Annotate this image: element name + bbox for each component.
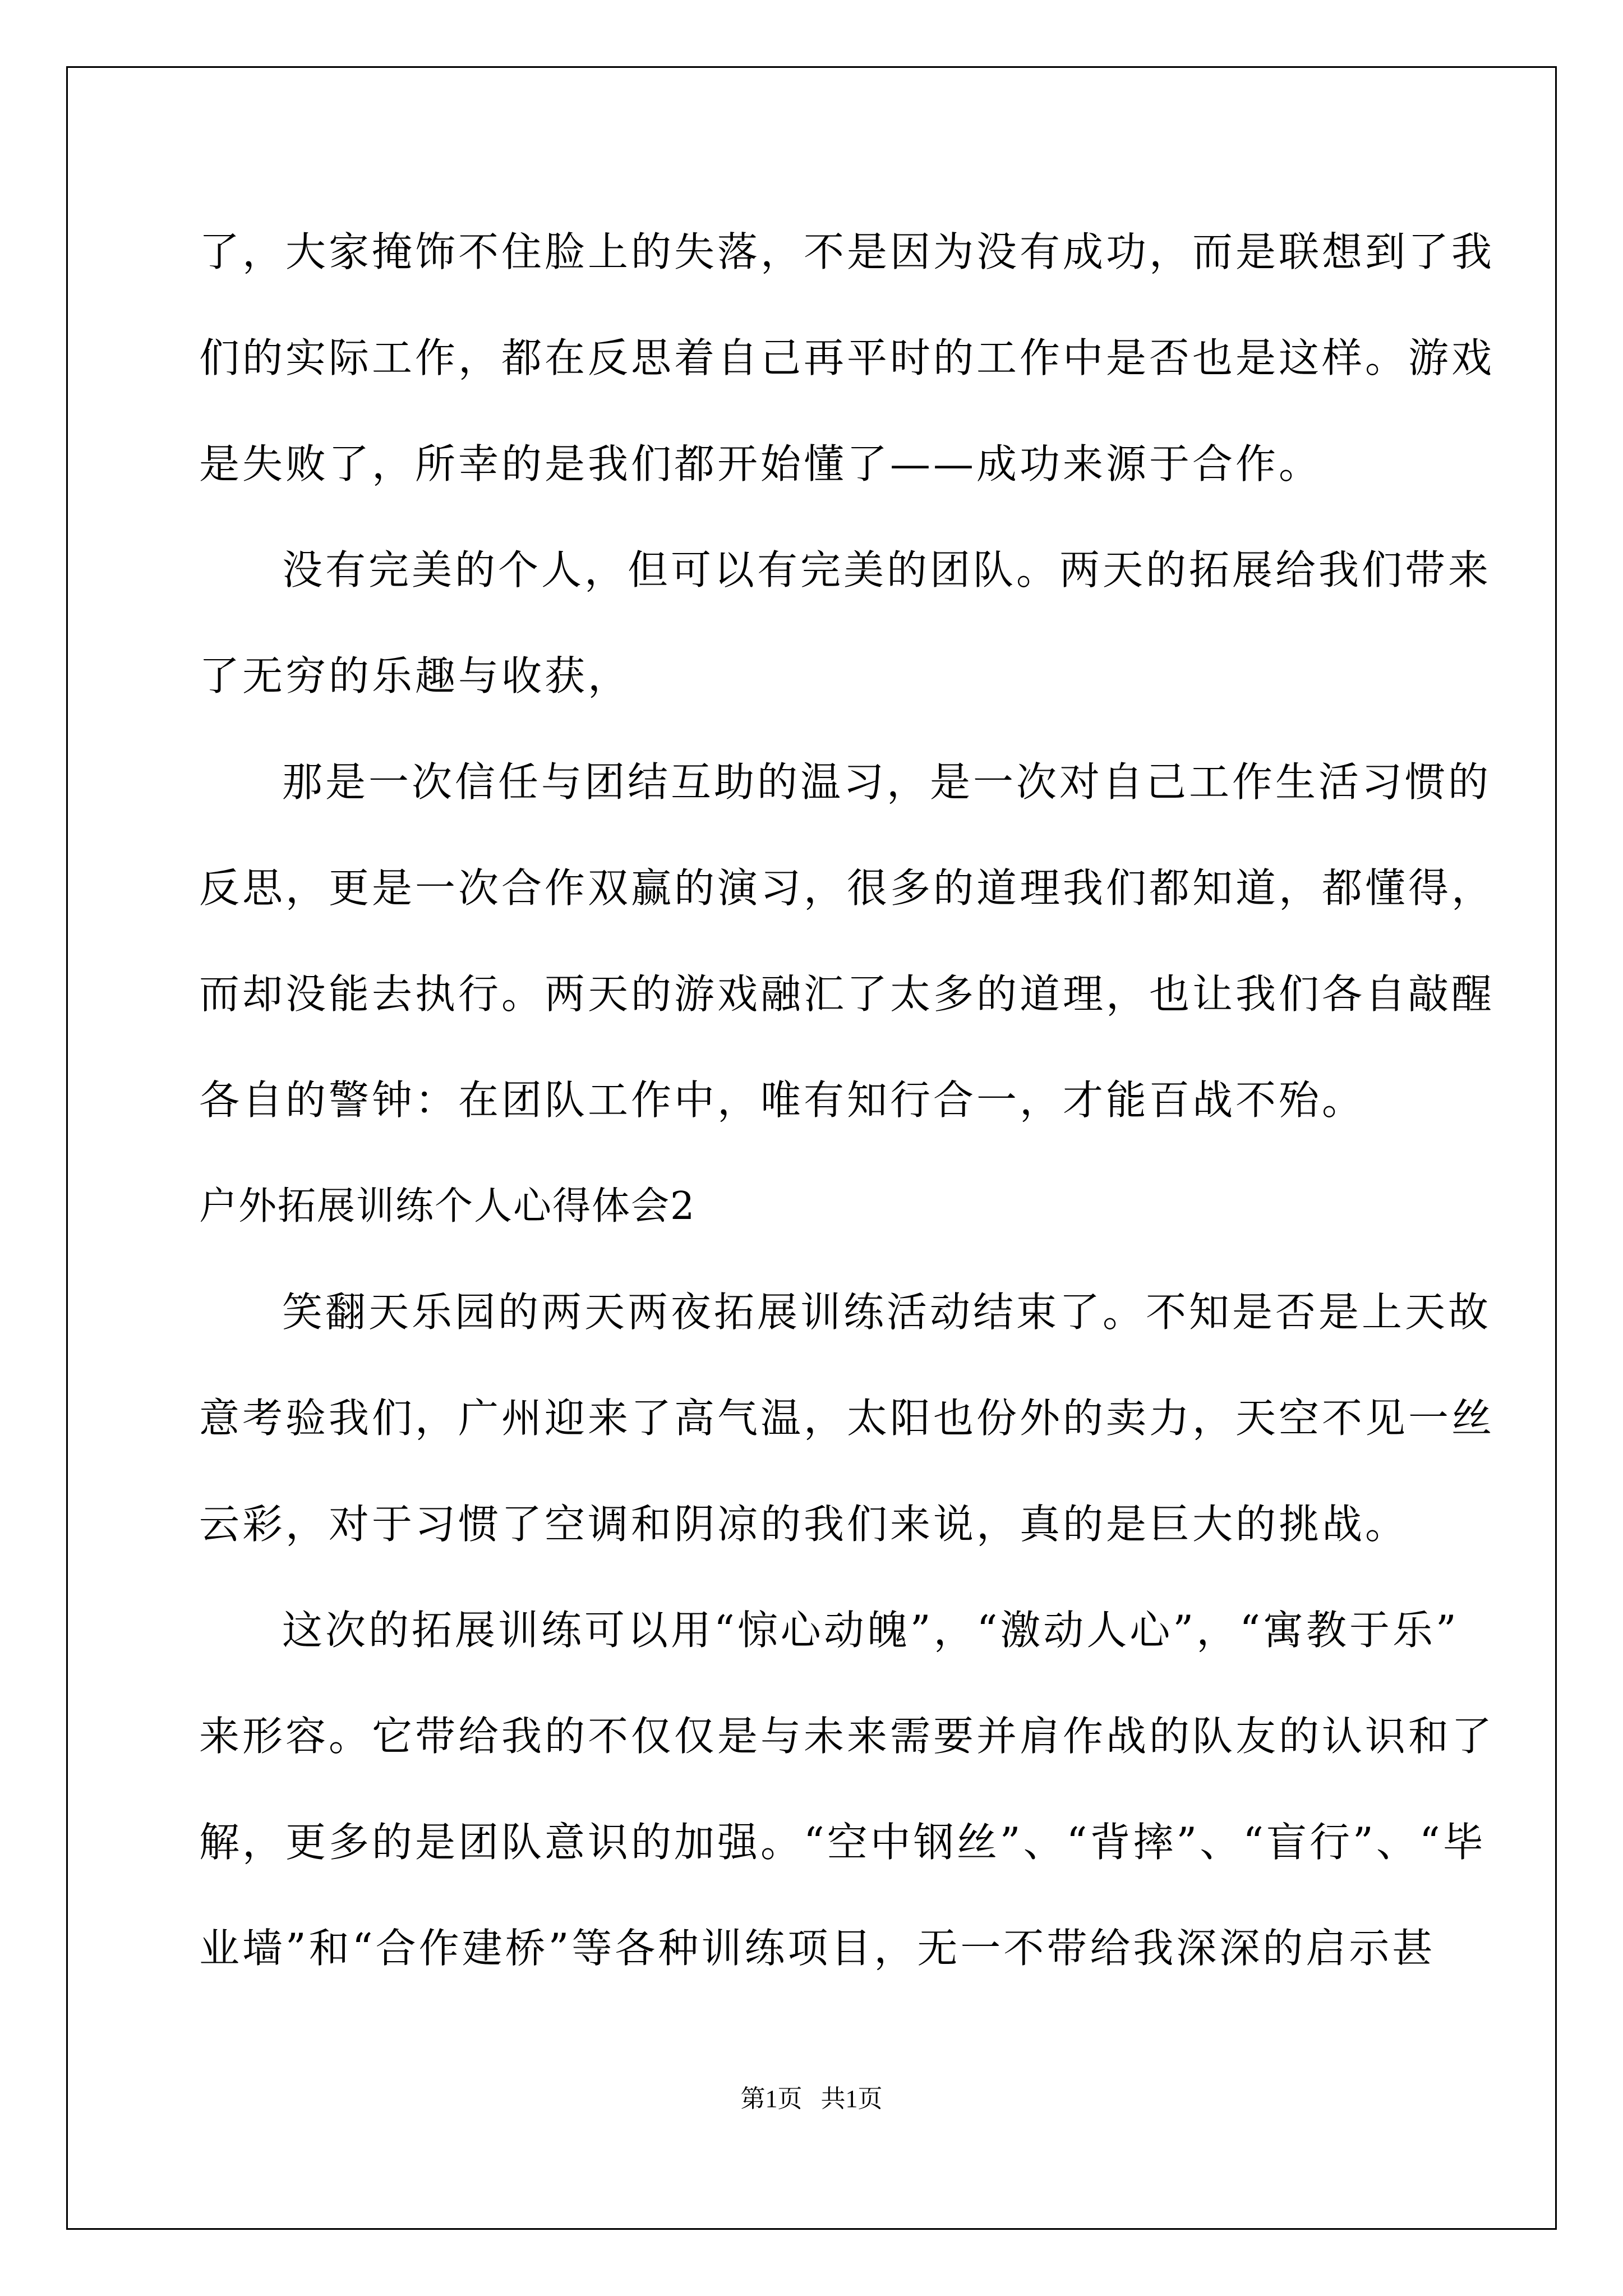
page-number-footer: 第1页 共1页 bbox=[740, 2085, 883, 2113]
text-line: 而却没能去执行。两天的游戏融汇了太多的道理，也让我们各自敲醒 bbox=[199, 970, 1495, 1018]
paragraph-3 bbox=[199, 729, 1495, 1153]
text-line: 这次的拓展训练可以用“惊心动魄”，“激动人心”，“寓教于乐” bbox=[282, 1607, 1459, 1654]
text-line: 了，大家掩饰不住脸上的失落，不是因为没有成功，而是联想到了我 bbox=[199, 228, 1495, 275]
paragraph-2 bbox=[199, 517, 1492, 729]
document-body bbox=[199, 199, 1495, 2001]
text-line: 解，更多的是团队意识的加强。“空中钢丝”、“背摔”、“盲行”、“毕 bbox=[199, 1819, 1486, 1866]
text-line: 是失败了，所幸的是我们都开始懂了——成功来源于合作。 bbox=[199, 440, 1322, 487]
text-line: 没有完美的个人，但可以有完美的团队。两天的拓展给我们带来 bbox=[282, 546, 1492, 593]
paragraph-4 bbox=[199, 1259, 1495, 1577]
text-line: 云彩，对于习惯了空调和阴凉的我们来说，真的是巨大的挑战。 bbox=[199, 1501, 1409, 1548]
text-line: 各自的警钟：在团队工作中，唯有知行合一，才能百战不殆。 bbox=[199, 1076, 1366, 1124]
text-line: 了无穷的乐趣与收获， bbox=[199, 652, 631, 700]
paragraph-1 bbox=[199, 199, 1495, 517]
text-line: 笑翻天乐园的两天两夜拓展训练活动结束了。不知是否是上天故 bbox=[282, 1289, 1492, 1336]
paragraph-5 bbox=[199, 1577, 1495, 2001]
section-title: 户外拓展训练个人心得体会2 bbox=[199, 1184, 696, 1228]
text-line: 业墙”和“合作建桥”等各种训练项目，无一不带给我深深的启示甚 bbox=[199, 1925, 1436, 1972]
text-line: 那是一次信任与团结互助的温习，是一次对自己工作生活习惯的 bbox=[282, 758, 1492, 806]
text-line: 意考验我们，广州迎来了高气温，太阳也份外的卖力，天空不见一丝 bbox=[199, 1395, 1495, 1442]
text-line: 反思，更是一次合作双赢的演习，很多的道理我们都知道，都懂得， bbox=[199, 864, 1495, 912]
text-line: 们的实际工作，都在反思着自己再平时的工作中是否也是这样。游戏 bbox=[199, 334, 1495, 381]
text-line: 来形容。它带给我的不仅仅是与未来需要并肩作战的队友的认识和了 bbox=[199, 1713, 1495, 1760]
